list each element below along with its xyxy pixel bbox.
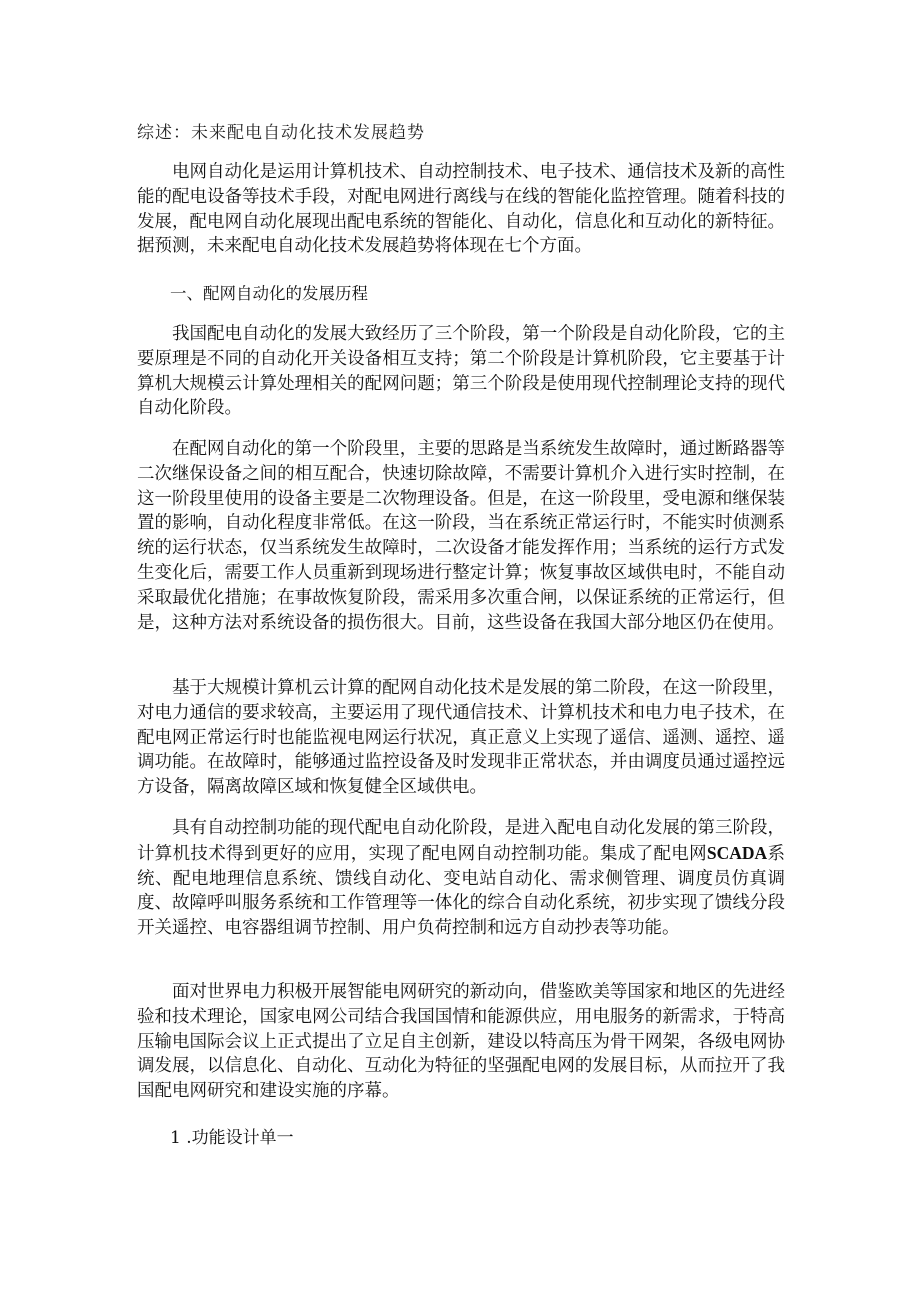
paragraph-stage-three — [137, 816, 785, 941]
scada-term: SCADA — [706, 842, 768, 863]
sub-heading-1: 1 .功能设计单一 — [170, 1128, 294, 1148]
paragraph-stage-three-text-a: 具有自动控制功能的现代配电自动化阶段，是进入配电自动化发展的第三阶段，计算机技术得到更好的应用，实现了配电网自动控制功能。集成了配电网 — [137, 818, 785, 864]
intro-paragraph: 电网自动化是运用计算机技术、自动控制技术、电子技术、通信技术及新的高性能的配电设备等技术手段，对配电网进行离线与在线的智能化监控管理。随着科技的发展，配电网自动化展现出配电系统的智能化、自动化，信息化和互动化的新特征。据预测，未来配电自动化技术发展趋势将体现在七个方面。 — [137, 162, 785, 257]
section-heading-1: 一、配网自动化的发展历程 — [170, 284, 368, 303]
paragraph-smart-grid: 面对世界电力积极开展智能电网研究的新动向，借鉴欧美等国家和地区的先进经验和技术理论，国家电网公司结合我国国情和能源供应，用电服务的新需求，于特高压输电国际会议上正式提出了立足自主创新，建设以特高压为骨干网架，各级电网协调发展，以信息化、自动化、互动化为特征的坚强配电网的发展目标，从而拉开了我国配电网研究和建设实施的序幕。 — [137, 982, 785, 1102]
paragraph-stage-two: 基于大规模计算机云计算的配网自动化技术是发展的第二阶段，在这一阶段里，对电力通信的要求较高，主要运用了现代通信技术、计算机技术和电力电子技术，在配电网正常运行时也能监视电网运行状况，真正意义上实现了遥信、遥测、遥控、遥调功能。在故障时，能够通过监控设备及时发现非正常状态，并由调度员通过遥控远方设备，隔离故障区域和恢复健全区域供电。 — [137, 678, 785, 798]
paragraph-stage-three-text-b: 系统、配电地理信息系统、馈线自动化、变电站自动化、需求侧管理、调度员仿真调度、故障呼叫服务系统和工作管理等一体化的综合自动化系统，初步实现了馈线分段开关遥控、电容器组调节控制、用户负荷控制和远方自动抄表等功能。 — [137, 843, 786, 939]
paragraph-stage-one: 在配网自动化的第一个阶段里，主要的思路是当系统发生故障时，通过断路器等二次继保设备之间的相互配合，快速切除故障，不需要计算机介入进行实时控制，在这一阶段里使用的设备主要是二次物理设备。但是，在这一阶段里，受电源和继保装置的影响，自动化程度非常低。在这一阶段，当在系统正常运行时，不能实时侦测系统的运行状态，仅当系统发生故障时，二次设备才能发挥作用；当系统的运行方式发生变化后，需要工作人员重新到现场进行整定计算；恢复事故区域供电时，不能自动采取最优化措施；在事故恢复阶段，需采用多次重合闸，以保证系统的正常运行，但是，这种方法对系统设备的损伤很大。目前，这些设备在我国大部分地区仍在使用。 — [137, 439, 785, 633]
document-title: 综述：未来配电自动化技术发展趋势 — [137, 123, 425, 143]
paragraph-stages-overview: 我国配电自动化的发展大致经历了三个阶段，第一个阶段是自动化阶段，它的主要原理是不同的自动化开关设备相互支持；第二个阶段是计算机阶段，它主要基于计算机大规模云计算处理相关的配网问题；第三个阶段是使用现代控制理论支持的现代自动化阶段。 — [137, 324, 785, 419]
